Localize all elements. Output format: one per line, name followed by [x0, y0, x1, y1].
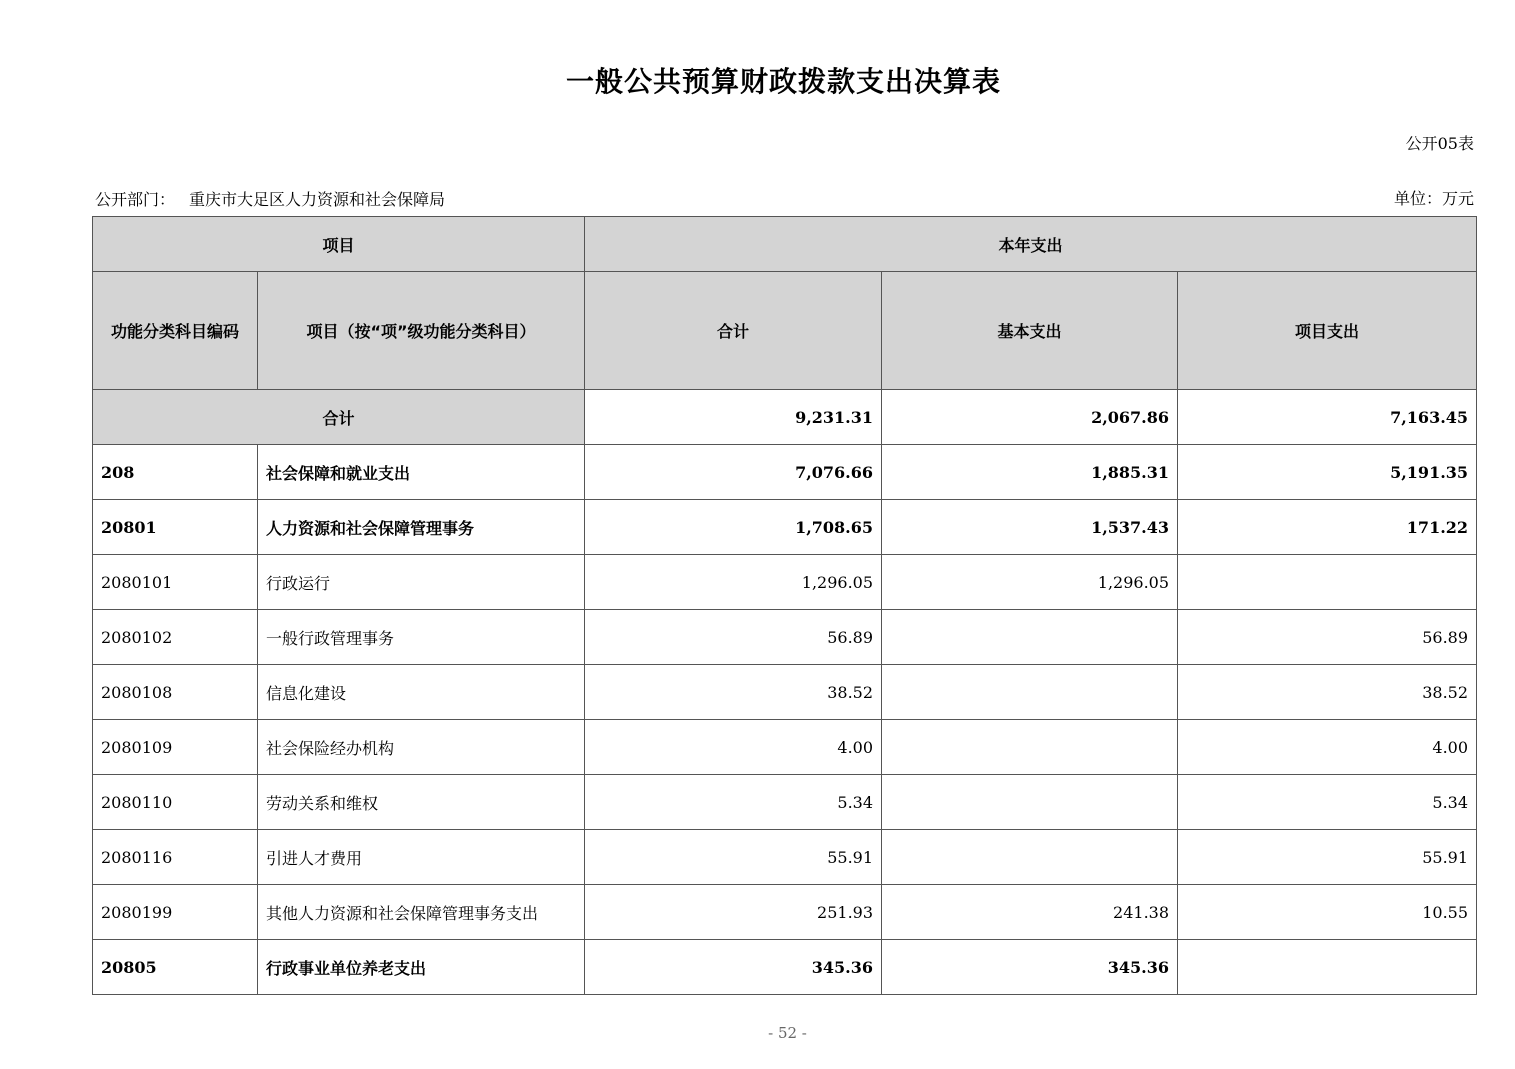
row-basic: [882, 775, 1178, 830]
expenditure-table: [92, 216, 1477, 995]
row-project: 56.89: [1178, 610, 1477, 665]
row-code: 208: [93, 445, 258, 500]
table-row: [93, 720, 1477, 775]
row-code: 2080116: [93, 830, 258, 885]
total-basic: 2,067.86: [882, 390, 1178, 445]
row-basic: 345.36: [882, 940, 1178, 995]
row-name: 信息化建设: [258, 665, 585, 720]
row-total: 7,076.66: [585, 445, 882, 500]
table-row: [93, 445, 1477, 500]
row-name: 人力资源和社会保障管理事务: [258, 500, 585, 555]
row-total: 5.34: [585, 775, 882, 830]
row-total: 345.36: [585, 940, 882, 995]
row-total: 1,296.05: [585, 555, 882, 610]
total-label: 合计: [93, 390, 585, 445]
form-number: 公开05表: [1405, 134, 1474, 153]
row-total: 251.93: [585, 885, 882, 940]
row-project: 10.55: [1178, 885, 1477, 940]
header-row-1: [93, 217, 1477, 272]
row-project: [1178, 555, 1477, 610]
row-project: [1178, 940, 1477, 995]
page-title: 一般公共预算财政拨款支出决算表: [565, 65, 1001, 98]
row-code: 2080101: [93, 555, 258, 610]
row-basic: 1,296.05: [882, 555, 1178, 610]
header-project-exp: 项目支出: [1178, 272, 1477, 390]
table-row: [93, 830, 1477, 885]
row-basic: 1,885.31: [882, 445, 1178, 500]
row-basic: [882, 610, 1178, 665]
row-project: 55.91: [1178, 830, 1477, 885]
row-code: 2080109: [93, 720, 258, 775]
row-code: 2080102: [93, 610, 258, 665]
table-row: [93, 665, 1477, 720]
department-name: 重庆市大足区人力资源和社会保障局: [189, 190, 446, 209]
table-row: [93, 775, 1477, 830]
row-name: 行政运行: [258, 555, 585, 610]
row-code: 20805: [93, 940, 258, 995]
row-name: 社会保障和就业支出: [258, 445, 585, 500]
row-total: 1,708.65: [585, 500, 882, 555]
total-project: 7,163.45: [1178, 390, 1477, 445]
header-project: 项目: [93, 217, 585, 272]
unit-label: 单位：万元: [1393, 189, 1474, 208]
row-total: 55.91: [585, 830, 882, 885]
table-row: [93, 940, 1477, 995]
row-basic: 241.38: [882, 885, 1178, 940]
table-row: [93, 500, 1477, 555]
header-item: 项目（按“项”级功能分类科目）: [258, 272, 585, 390]
row-name: 一般行政管理事务: [258, 610, 585, 665]
row-name: 社会保险经办机构: [258, 720, 585, 775]
row-code: 2080108: [93, 665, 258, 720]
row-name: 劳动关系和维权: [258, 775, 585, 830]
row-code: 2080110: [93, 775, 258, 830]
header-current-year: 本年支出: [585, 217, 1477, 272]
row-project: 4.00: [1178, 720, 1477, 775]
table-row: [93, 885, 1477, 940]
row-project: 5.34: [1178, 775, 1477, 830]
row-basic: [882, 720, 1178, 775]
table-row: [93, 555, 1477, 610]
row-name: 其他人力资源和社会保障管理事务支出: [258, 885, 585, 940]
page-number: - 52 -: [768, 1024, 807, 1042]
total-sum: 9,231.31: [585, 390, 882, 445]
header-code: 功能分类科目编码: [93, 272, 258, 390]
total-row: [93, 390, 1477, 445]
row-code: 2080199: [93, 885, 258, 940]
header-basic: 基本支出: [882, 272, 1178, 390]
row-basic: [882, 665, 1178, 720]
table-row: [93, 610, 1477, 665]
row-name: 引进人才费用: [258, 830, 585, 885]
row-total: 38.52: [585, 665, 882, 720]
department-label: 公开部门：: [95, 190, 176, 209]
header-row-2: [93, 272, 1477, 390]
row-basic: [882, 830, 1178, 885]
row-project: 38.52: [1178, 665, 1477, 720]
row-project: 171.22: [1178, 500, 1477, 555]
row-total: 4.00: [585, 720, 882, 775]
row-code: 20801: [93, 500, 258, 555]
row-name: 行政事业单位养老支出: [258, 940, 585, 995]
header-total: 合计: [585, 272, 882, 390]
row-total: 56.89: [585, 610, 882, 665]
department-line: [95, 187, 445, 210]
row-basic: 1,537.43: [882, 500, 1178, 555]
row-project: 5,191.35: [1178, 445, 1477, 500]
